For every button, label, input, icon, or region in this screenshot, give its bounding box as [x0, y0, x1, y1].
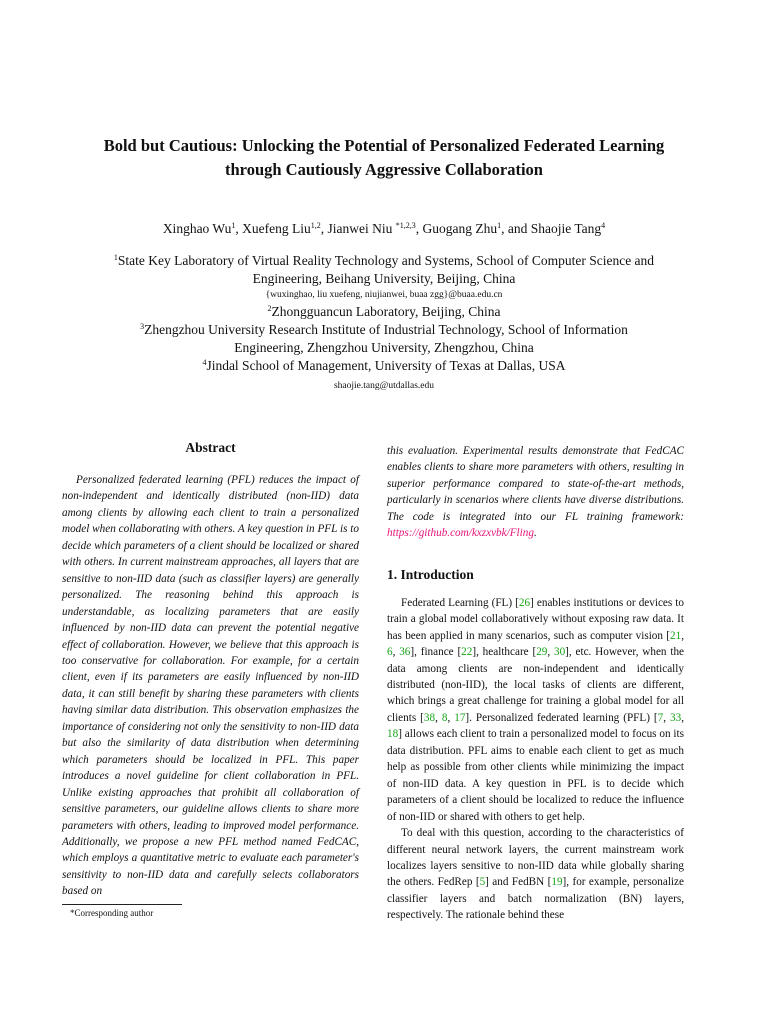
footnote: *Corresponding author	[70, 908, 154, 918]
introduction-body	[387, 595, 684, 924]
citation-link[interactable]: 22	[461, 646, 473, 659]
citation-link[interactable]: 17	[454, 711, 466, 724]
citation-link[interactable]: 21	[670, 629, 682, 642]
affiliation-4-email: shaojie.tang@utdallas.edu	[333, 381, 435, 391]
code-link[interactable]: https://github.com/kxzxvbk/Fling	[387, 527, 534, 540]
citation-link[interactable]: 26	[518, 596, 531, 609]
citation-link[interactable]: 7	[657, 711, 664, 724]
citation-link[interactable]: 30	[553, 646, 566, 659]
citation-link[interactable]: 33	[670, 711, 682, 724]
affiliation-2: $^2$Zhongguancun Laboratory, Beijing, China	[267, 304, 501, 319]
affiliation-1-cont: Engineering, Beihang University, Beijing, China	[252, 271, 516, 286]
affiliation-1-email: {wuxinghao, liu xuefeng, niujianwei, buaa zgg}@buaa.edu.cn	[265, 290, 503, 300]
footnote-rule	[62, 904, 182, 905]
right-column	[387, 443, 684, 924]
citation-link[interactable]: 8	[441, 711, 448, 724]
left-column	[62, 440, 359, 900]
author: Guogang Zhu$^1$, and	[422, 221, 531, 236]
title-line-1: Bold but Cautious: Unlocking the Potential of Personalized Federated Learning	[103, 136, 665, 155]
abstract-heading: Abstract	[185, 440, 236, 455]
affiliation-4: $^4$Jindal School of Management, University of Texas at Dallas, USA	[202, 358, 566, 373]
introduction-heading: 1. Introduction	[387, 566, 474, 582]
title-line-2: through Cautiously Aggressive Collaboration	[225, 160, 543, 179]
abstract-body: Personalized federated learning (PFL) reduces the impact of non-independent and identically distributed (non-IID) data among clients by allowing each client to train a personalized model when collaborating with others. A key question in PFL is to decide which parameters of a client should be localized or shared with others. In current mainstream approaches, all layers that are sensitive to non-IID data (such as classifier layers) are generally personalized. The reasoning behind this approach is understandable, as localizing parameters that are easily influenced by non-IID data can prevent the potential negative effect of collaboration. However, we believe that this approach is too conservative for collaboration. For example, for a certain client, even if its parameters are easily influenced by non-IID data, it can still benefit by sharing these parameters with clients having similar data distribution. This observation emphasizes the importance of considering not only the sensitivity to non-IID data but also the similarity of data distribution when determining which parameters should be localized in PFL. This paper introduces a novel guideline for client collaboration in PFL. Unlike existing approaches that prohibit all collaboration of sensitive parameters, our guideline allows clients to share more parameters with others, leading to improved model performance. Additionally, we propose a new PFL method named FedCAC, which employs a quantitative metric to evaluate each parameter's sensitivity to non-IID data and carefully selects collaborators based on	[62, 474, 359, 898]
author: Shaojie Tang$^4$	[530, 221, 606, 236]
author-list	[40, 220, 728, 238]
citation-link[interactable]: 38	[423, 711, 436, 724]
affiliations	[40, 252, 728, 394]
citation-link[interactable]: 36	[399, 646, 411, 659]
citation-link[interactable]: 19	[551, 876, 563, 889]
citation-link[interactable]: 5	[479, 876, 486, 889]
citation-link[interactable]: 18	[387, 728, 399, 741]
author: Jianwei Niu $^{*1,2,3}$,	[327, 221, 423, 236]
citation-link[interactable]: 6	[387, 646, 393, 659]
affiliation-1: $^1$State Key Laboratory of Virtual Reality Technology and Systems, School of Computer Science and	[113, 253, 655, 268]
abstract-continuation: this evaluation. Experimental results demonstrate that FedCAC enables clients to share more parameters with others, resulting in superior performance compared to state-of-the-art methods, particularly in scenarios where clients have diverse distributions. The code is integrated into our FL training framework: https://github.com/kxzxvbk/Fling.	[387, 445, 684, 540]
author: Xuefeng Liu$^{1,2}$,	[242, 221, 328, 236]
affiliation-3: $^3$Zhengzhou University Research Institute of Industrial Technology, School of Information	[140, 322, 628, 337]
author: Xinghao Wu$^1$,	[162, 221, 243, 236]
paper-title	[40, 134, 728, 182]
affiliation-3-cont: Engineering, Zhengzhou University, Zhengzhou, China	[234, 340, 534, 355]
citation-link[interactable]: 29	[536, 646, 548, 659]
intro-paragraph-1: Federated Learning (FL) [26] enables institutions or devices to train a global model collaboratively without exposing raw data. It has been applied in many scenarios, such as computer vision [21, 6, 36], finance [22], healthcare [29, 30], etc. However, when the data among clients are non-independent and identically distributed (non-IID), the local tasks of clients are different, which brings a great challenge for training a global model for all clients [38, 8, 17]. Personalized federated learning (PFL) [7, 33, 18] allows each client to train a personalized model to focus on its data distribution. PFL aims to enable each client to get as much help as possible from other clients while minimizing the impact of non-IID data. A key question in PFL is to decide which parameters of a client should be localized to reduce the influence of non-IID or shared with others to get help.	[387, 596, 685, 823]
intro-paragraph-2: To deal with this question, according to the characteristics of different neural network layers, the current mainstream work localizes layers sensitive to non-IID data while globally sharing the others. FedRep [5] and FedBN [19], for example, personalize classifier layers and batch normalization (BN) layers, respectively. The rationale behind these	[387, 827, 684, 922]
